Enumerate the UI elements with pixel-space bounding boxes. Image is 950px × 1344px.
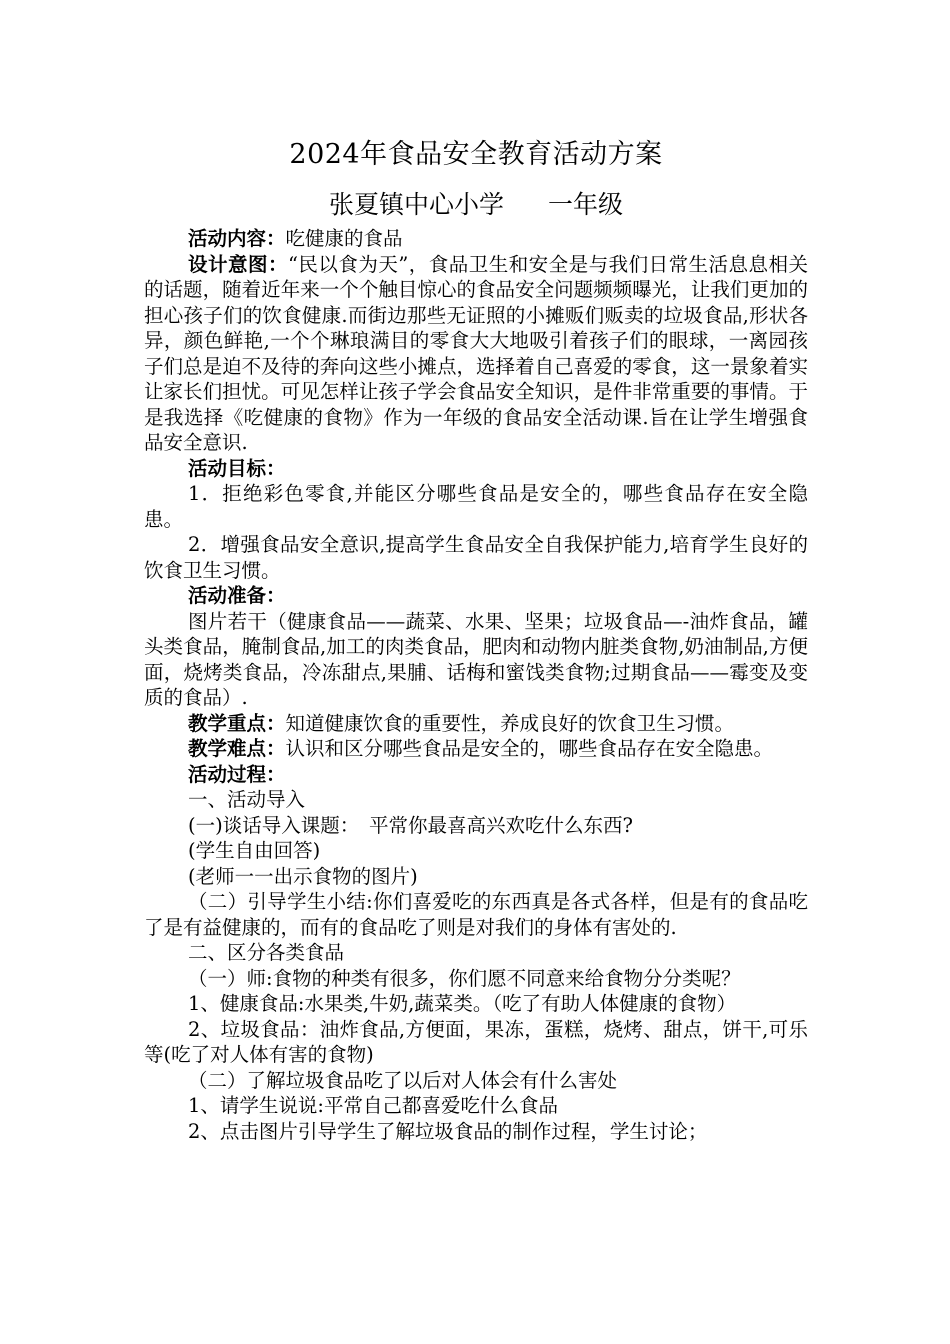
process-line: （二）了解垃圾食品吃了以后对人体会有什么害处 xyxy=(188,1068,618,1092)
document-body xyxy=(144,138,808,1144)
process-line: 2、垃圾食品：油炸食品,方便面，果冻，蛋糕，烧烤、甜点，饼干,可乐等(吃了对人体有害的食物) xyxy=(144,1017,808,1066)
process-line: 二、区分各类食品 xyxy=(188,941,345,964)
goal-heading: 活动目标： xyxy=(188,456,286,480)
process-line: 2、点击图片引导学生了解垃圾食品的制作过程，学生讨论； xyxy=(188,1119,708,1143)
process-line: （二）引导学生小结:你们喜爱吃的东西真是各式各样，但是有的食品吃了是有益健康的，而有的食品吃了则是对我们的身体有害处的. xyxy=(144,890,808,939)
process-line: （一）师:食物的种类有很多，你们愿不同意来给食物分分类呢？ xyxy=(188,966,741,990)
process-heading: 活动过程： xyxy=(188,762,286,786)
process-line: 1、请学生说说:平常自己都喜爱吃什么食品 xyxy=(188,1094,558,1117)
goal-item-1: 1．拒绝彩色零食,并能区分哪些食品是安全的，哪些食品存在安全隐患。 xyxy=(144,482,808,531)
teaching-difficulty: 教学难点：认识和区分哪些食品是安全的，哪些食品存在安全隐患。 xyxy=(188,737,774,760)
design-intent: 设计意图：“民以食为天”，食品卫生和安全是与我们日常生活息息相关的话题，随着近年来一个个触目惊心的食品安全问题频频曝光，让我们更加的担心孩子们的饮食健康.而街边那些无证照的小摊贩们贩卖的垃圾食品,形状各异，颜色鲜艳,一个个琳琅满目的零食大大地吸引着孩子们的眼球，一离园孩子们总是迫不及待的奔向这些小摊点，选择着自己喜爱的零食，这一景象着实让家长们担忧。可见怎样让孩子学会食品安全知识，是件非常重要的事情。于是我选择《吃健康的食物》作为一年级的食品安全活动课.旨在让学生增强食品安全意识. xyxy=(144,252,808,454)
document-subtitle xyxy=(144,188,808,222)
prep-heading: 活动准备： xyxy=(188,584,286,607)
label-design: 设计意图： xyxy=(188,252,288,276)
goal-item-2: 2．增强食品安全意识,提高学生食品安全自我保护能力,培育学生良好的饮食卫生习惯。 xyxy=(144,533,808,582)
prep-text: 图片若干（健康食品——蔬菜、水果、坚果；垃圾食品—-油炸食品，罐头类食品，腌制食品,加工的肉类食品，肥肉和动物内脏类食物,奶油制品,方便面，烧烤类食品，冷冻甜点,果脯、话梅和蜜饯类食物;过期食品——霉变及变质的食品）. xyxy=(144,609,808,709)
process-line: (学生自由回答) xyxy=(188,839,321,862)
teaching-focus: 教学重点：知道健康饮食的重要性，养成良好的饮食卫生习惯。 xyxy=(188,711,735,735)
school-name: 张夏镇中心小学 xyxy=(328,190,504,219)
process-line: 1、健康食品:水果类,牛奶,蔬菜类。（吃了有助人体健康的食物） xyxy=(188,992,737,1015)
process-line: (老师一一出示食物的图片) xyxy=(188,864,418,888)
activity-content: 活动内容：吃健康的食品 xyxy=(188,227,403,250)
grade-name: 一年级 xyxy=(548,190,624,219)
document-title: 2024年食品安全教育活动方案 xyxy=(289,139,663,170)
label-content: 活动内容： xyxy=(188,227,286,250)
process-line: 一、活动导入 xyxy=(188,788,306,811)
process-line: (一)谈话导入课题： 平常你最喜高兴欢吃什么东西? xyxy=(188,813,633,837)
